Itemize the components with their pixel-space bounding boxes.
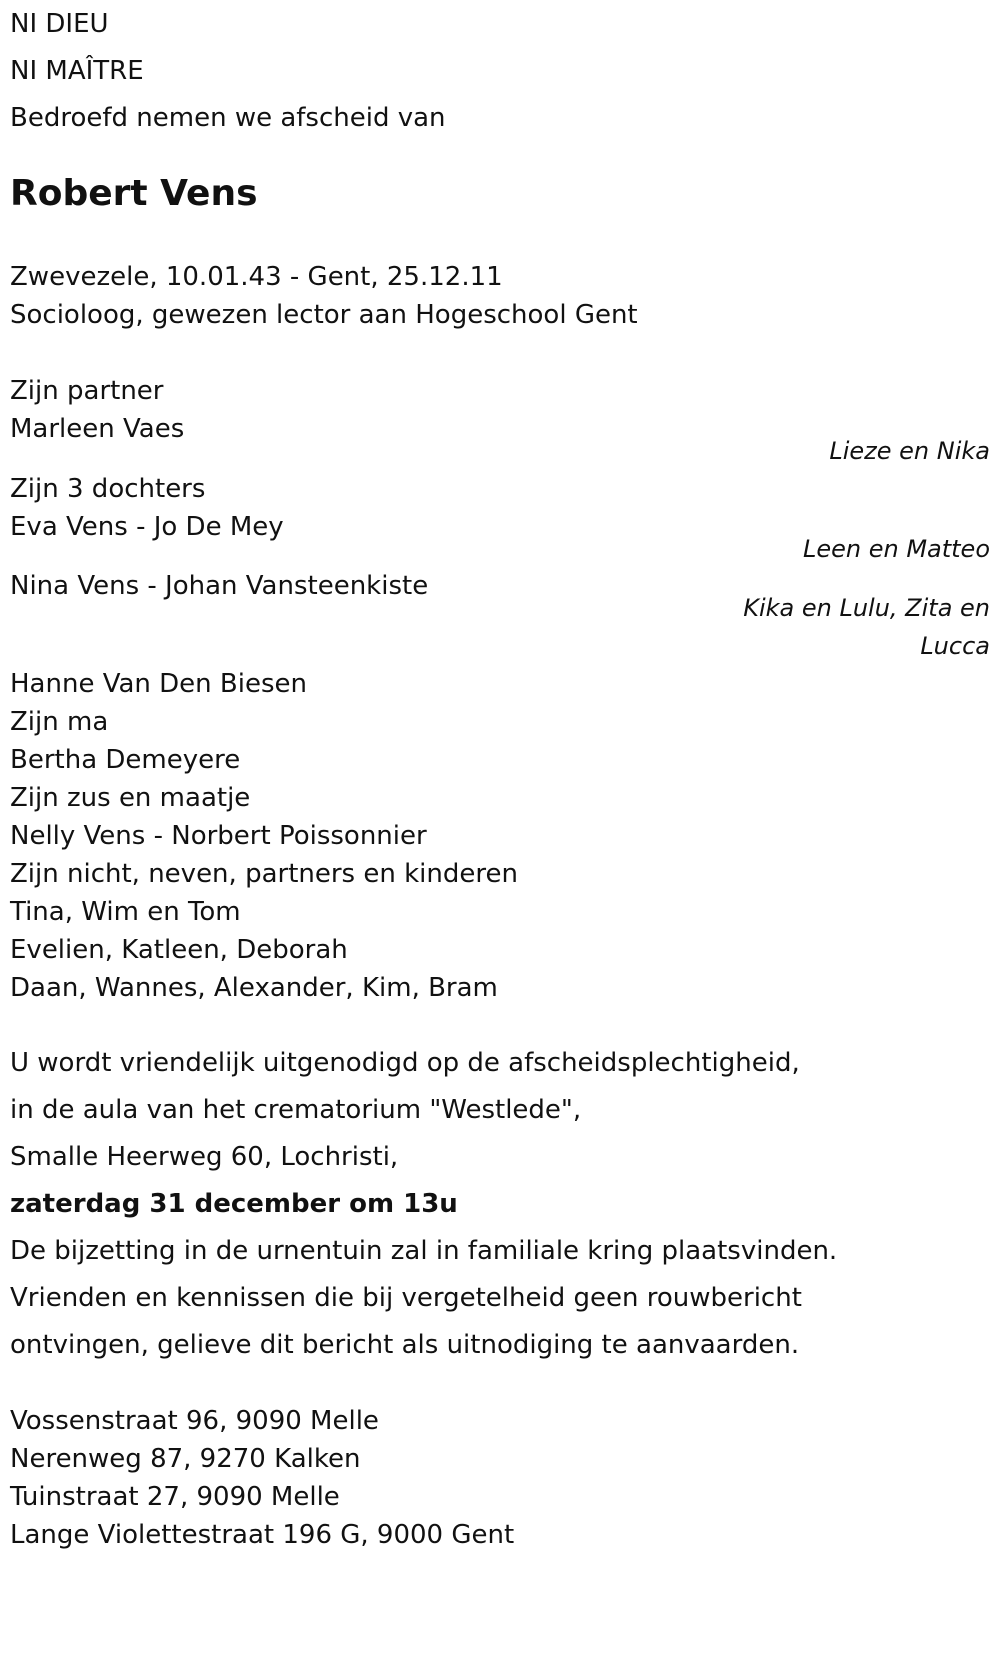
relatives-line-1: Tina, Wim en Tom	[10, 897, 241, 927]
daughter-1: Eva Vens - Jo De Mey	[10, 512, 284, 542]
grandchildren-2: Leen en Matteo	[802, 535, 990, 563]
relatives-label: Zijn nicht, neven, partners en kinderen	[10, 859, 518, 889]
deceased-name: Robert Vens	[10, 173, 258, 214]
sister-label: Zijn zus en maatje	[10, 783, 251, 813]
burial-note: De bijzetting in de urnentuin zal in familiale kring plaatsvinden.	[10, 1236, 838, 1266]
ceremony-invite: U wordt vriendelijk uitgenodigd op de afscheidsplechtigheid,	[10, 1048, 800, 1078]
address-1: Vossenstraat 96, 9090 Melle	[10, 1406, 379, 1436]
relatives-line-3: Daan, Wannes, Alexander, Kim, Bram	[10, 973, 498, 1003]
ceremony-venue: in de aula van het crematorium "Westlede",	[10, 1095, 582, 1125]
life-dates: Zwevezele, 10.01.43 - Gent, 25.12.11	[10, 262, 503, 292]
occupation: Socioloog, gewezen lector aan Hogeschool Gent	[10, 300, 638, 330]
partner-label: Zijn partner	[10, 376, 164, 406]
ceremony-address: Smalle Heerweg 60, Lochristi,	[10, 1142, 399, 1172]
sister-name: Nelly Vens - Norbert Poissonnier	[10, 821, 427, 851]
motto-line-2: NI MAÎTRE	[10, 56, 144, 86]
address-4: Lange Violettestraat 196 G, 9000 Gent	[10, 1520, 515, 1550]
notice-note-line-2: ontvingen, gelieve dit bericht als uitnodiging te aanvaarden.	[10, 1330, 800, 1360]
ceremony-datetime: zaterdag 31 december om 13u	[10, 1189, 458, 1219]
partner-name: Marleen Vaes	[10, 414, 185, 444]
address-3: Tuinstraat 27, 9090 Melle	[10, 1482, 340, 1512]
address-2: Nerenweg 87, 9270 Kalken	[10, 1444, 361, 1474]
daughter-3: Hanne Van Den Biesen	[10, 669, 307, 699]
grandchildren-3-line-1: Kika en Lulu, Zita en	[743, 594, 990, 622]
grandchildren-1: Lieze en Nika	[829, 437, 990, 465]
mother-name: Bertha Demeyere	[10, 745, 241, 775]
notice-note-line-1: Vrienden en kennissen die bij vergetelheid geen rouwbericht	[10, 1283, 802, 1313]
mother-label: Zijn ma	[10, 707, 109, 737]
motto-line-1: NI DIEU	[10, 9, 109, 39]
daughter-2: Nina Vens - Johan Vansteenkiste	[10, 571, 429, 601]
intro-text: Bedroefd nemen we afscheid van	[10, 103, 446, 133]
daughters-label: Zijn 3 dochters	[10, 474, 206, 504]
grandchildren-3-line-2: Lucca	[920, 632, 990, 660]
relatives-line-2: Evelien, Katleen, Deborah	[10, 935, 348, 965]
